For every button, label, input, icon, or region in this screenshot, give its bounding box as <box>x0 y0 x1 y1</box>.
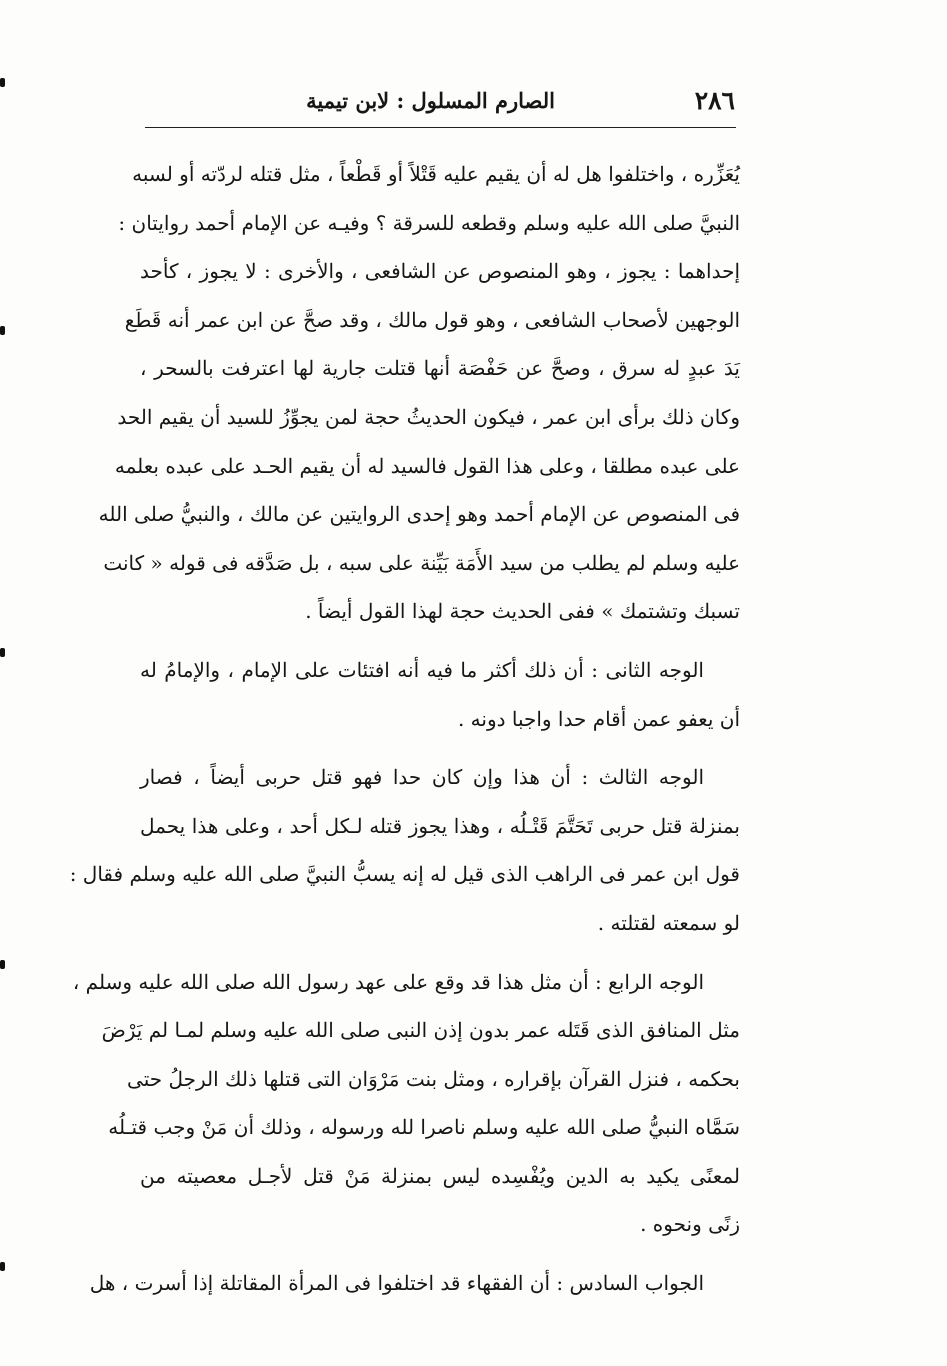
body-text <box>69 150 740 1308</box>
text-line: على عبده مطلقا ، وعلى هذا القول فالسيد له أن يقيم الحـد على عبده بعلمه <box>114 453 740 478</box>
text-line: الوجه الثالث : أن هذا وإن كان حدا فهو قتل حربى أيضاً ، فصار <box>140 765 704 790</box>
text-line: بحكمه ، فنزل القرآن بإقراره ، ومثل بنت مَرْوَان التى قتلها ذلك الرجلُ حتى <box>127 1066 740 1091</box>
text-line: فى المنصوص عن الإمام أحمد وهو إحدى الروايتين عن مالك ، والنبيُّ صلى الله <box>98 502 740 527</box>
scan-edge-mark <box>0 78 5 87</box>
text-line: بمنزلة قتل حربى تَحَتَّمَ قَتْـلُه ، وهذا يجوز قتله لـكل أحد ، وعلى هذا يحمل <box>140 813 740 838</box>
page-header <box>145 80 735 122</box>
text-line: سَمَّاه النبيُّ صلى الله عليه وسلم ناصرا لله ورسوله ، وذلك أن مَنْ وجب قتـلُه <box>108 1115 740 1140</box>
scan-edge-mark <box>0 648 5 657</box>
text-line: الوجه الثانى : أن ذلك أكثر ما فيه أنه افتئات على الإمام ، والإمامُ له <box>140 657 704 682</box>
text-line: مثل المنافق الذى قَتَله عمر بدون إذن النبى صلى الله عليه وسلم لمـا لم يَرْضَ <box>101 1018 740 1043</box>
text-line: يَدَ عبدٍ له سرق ، وصحَّ عن حَفْصَة أنها قتلت جارية لها اعترفت بالسحر ، <box>140 356 740 381</box>
text-line: لمعنًى يكيد به الدين ويُفْسِده ليس بمنزلة مَنْ قتل لأجـل معصيته من <box>140 1163 740 1188</box>
paragraph-gap <box>140 948 740 958</box>
text-line: عليه وسلم لم يطلب من سيد الأَمَة بَيِّنة على سبه ، بل صَدَّقه فى قوله « كانت <box>103 550 740 575</box>
paragraph-gap <box>140 636 740 646</box>
scan-edge-mark <box>0 1262 5 1271</box>
header-rule <box>145 127 736 128</box>
text-line: وكان ذلك برأى ابن عمر ، فيكون الحديثُ حجة لمن يجوِّزُ للسيد أن يقيم الحد <box>117 404 740 429</box>
text-line: أن يعفو عمن أقام حدا واجبا دونه . <box>457 706 740 731</box>
scan-edge-mark <box>0 960 5 969</box>
text-line: الجواب السادس : أن الفقهاء قد اختلفوا فى المرأة المقاتلة إذا أسرت ، هل <box>89 1271 704 1296</box>
text-line: يُعَزِّره ، واختلفوا هل له أن يقيم عليه قَتْلاً أو قَطْعاً ، مثل قتله لردّته أو لسبه <box>132 162 740 186</box>
page-number: ٢٨٦ <box>694 86 735 115</box>
text-line: لو سمعته لقتلته . <box>597 910 740 935</box>
text-line: تسبك وتشتمك » ففى الحديث حجة لهذا القول أيضاً . <box>305 599 740 624</box>
text-line: الوجه الرابع : أن مثل هذا قد وقع على عهد رسول الله صلى الله عليه وسلم ، <box>72 969 704 994</box>
paragraph-gap <box>140 743 740 753</box>
running-title: الصارم المسلول : لابن تيمية <box>306 88 555 113</box>
scan-edge-mark <box>0 326 5 335</box>
paragraph-gap <box>140 1249 740 1259</box>
text-line: إحداهما : يجوز ، وهو المنصوص عن الشافعى ، والأخرى : لا يجوز ، كأحد <box>140 259 740 284</box>
text-line: الوجهين لأصحاب الشافعى ، وهو قول مالك ، وقد صحَّ عن ابن عمر أنه قَطَع <box>124 307 740 332</box>
text-line: قول ابن عمر فى الراهب الذى قيل له إنه يسبُّ النبيَّ صلى الله عليه وسلم فقال : <box>69 862 740 887</box>
text-line: النبيَّ صلى الله عليه وسلم وقطعه للسرقة ؟ وفيـه عن الإمام أحمد روايتان : <box>118 210 740 235</box>
text-line: زنًى ونحوه . <box>640 1212 740 1237</box>
